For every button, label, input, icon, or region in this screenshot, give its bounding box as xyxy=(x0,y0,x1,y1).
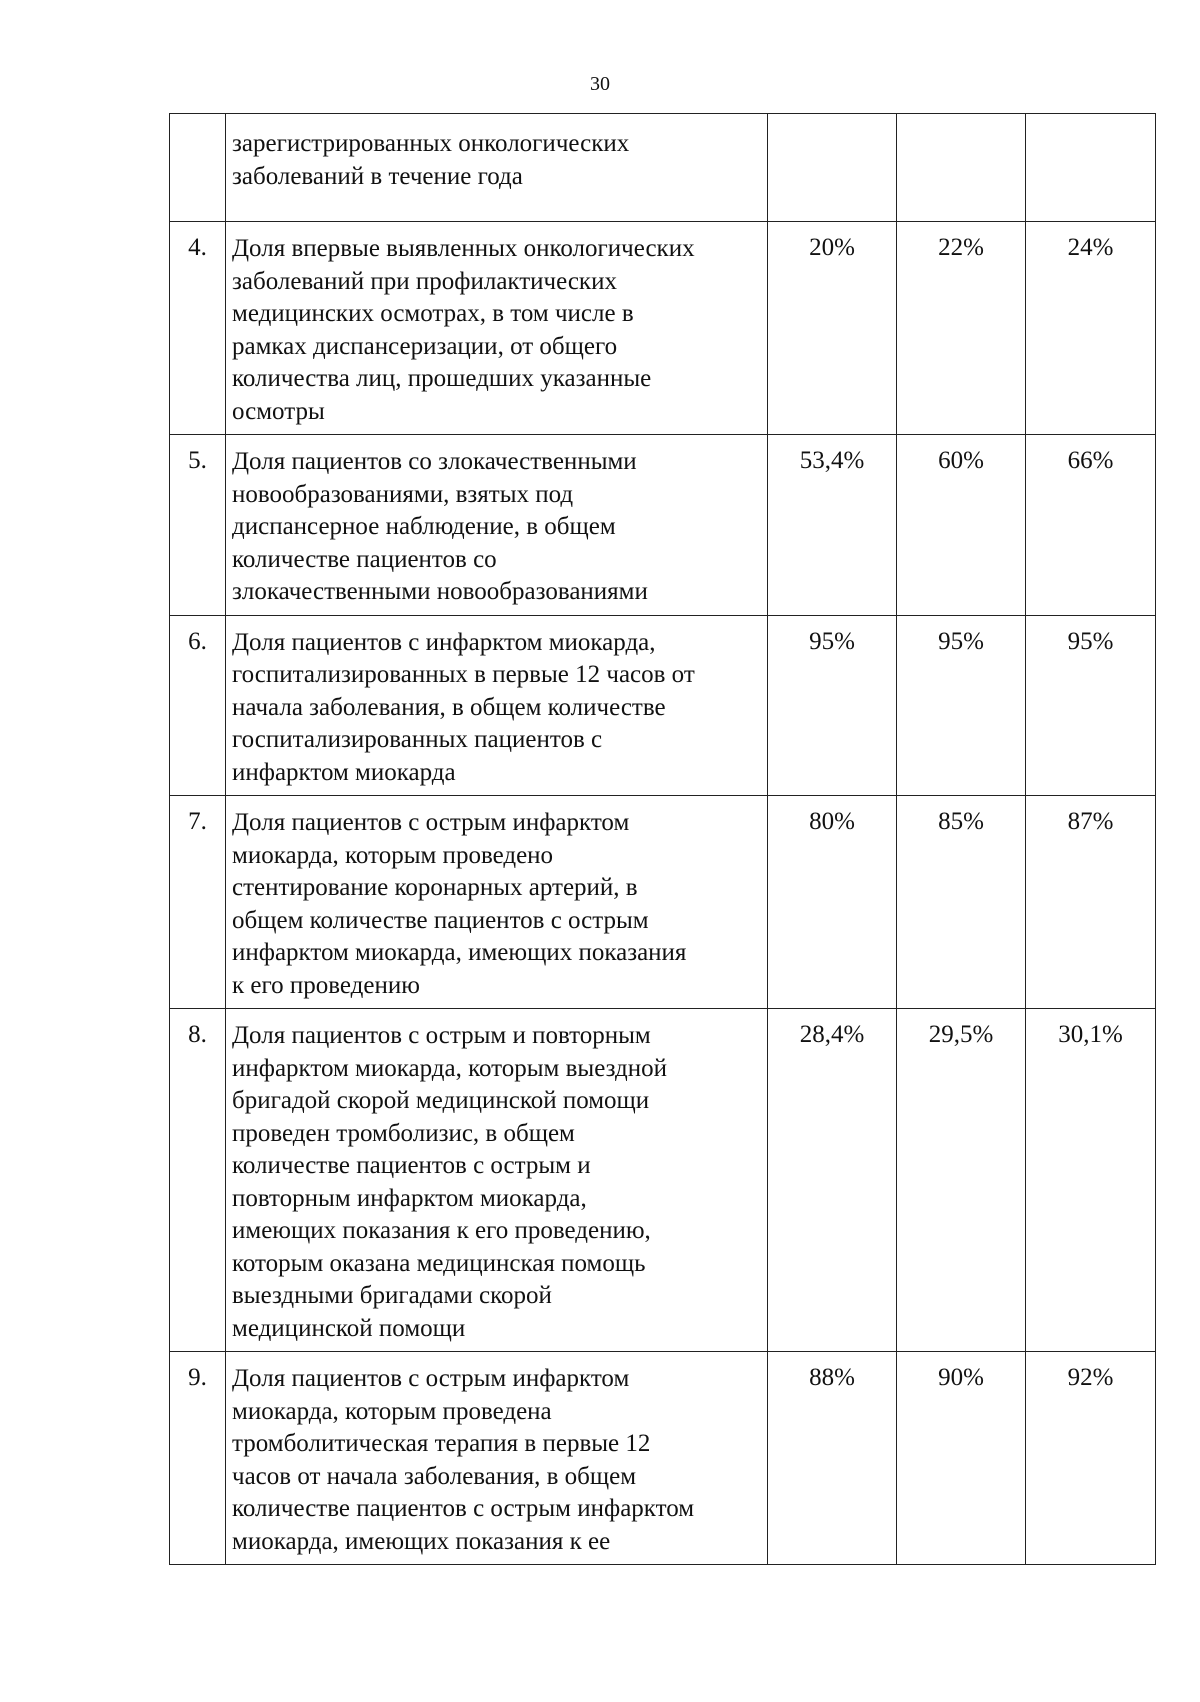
row-number: 5. xyxy=(170,435,226,616)
description-line: зарегистрированных онкологических xyxy=(232,130,630,157)
target-value-3: 87% xyxy=(1026,796,1156,1009)
target-value-3: 30,1% xyxy=(1026,1009,1156,1352)
description-line: Доля впервые выявленных онкологических xyxy=(232,235,695,262)
indicator-description xyxy=(226,222,768,435)
target-value-3: 92% xyxy=(1026,1352,1156,1565)
description-line: которым оказана медицинская помощь xyxy=(232,1249,646,1277)
target-value-1: 20% xyxy=(768,222,897,435)
description-line: миокарда, которым проведено xyxy=(232,841,554,869)
target-value-2: 95% xyxy=(897,615,1026,796)
description-line: количестве пациентов с острым инфарктом xyxy=(232,1495,695,1522)
table-row xyxy=(170,796,1156,1009)
target-value-1: 53,4% xyxy=(768,435,897,616)
description-line: Доля пациентов с инфарктом миокарда, xyxy=(232,628,656,656)
target-value-2: 90% xyxy=(897,1352,1026,1565)
description-line: злокачественными новообразованиями xyxy=(232,578,648,605)
description-line: бригадой скорой медицинской помощи xyxy=(232,1087,650,1114)
description-line: инфарктом миокарда xyxy=(232,758,456,786)
indicator-description xyxy=(226,1352,768,1565)
row-number: 9. xyxy=(170,1352,226,1565)
row-number: 7. xyxy=(170,796,226,1009)
description-line: количества лиц, прошедших указанные xyxy=(232,365,652,392)
indicators-table xyxy=(169,113,1156,1565)
target-value-1: 95% xyxy=(768,615,897,796)
target-value-3: 24% xyxy=(1026,222,1156,435)
description-line: новообразованиями, взятых под xyxy=(232,480,574,508)
description-line: общем количестве пациентов с острым xyxy=(232,906,649,934)
description-line: тромболитическая терапия в первые 12 xyxy=(232,1430,651,1457)
description-line: рамках диспансеризации, от общего xyxy=(232,332,618,360)
target-value-3 xyxy=(1026,114,1156,222)
description-line: Доля пациентов с острым инфарктом xyxy=(232,1365,630,1392)
target-value-2: 29,5% xyxy=(897,1009,1026,1352)
row-number: 4. xyxy=(170,222,226,435)
row-number xyxy=(170,114,226,222)
table-row xyxy=(170,615,1156,796)
description-line: медицинской помощи xyxy=(232,1314,466,1342)
table-row xyxy=(170,114,1156,222)
target-value-2: 85% xyxy=(897,796,1026,1009)
target-value-1: 80% xyxy=(768,796,897,1009)
indicator-description xyxy=(226,1009,768,1352)
description-line: осмотры xyxy=(232,397,325,425)
target-value-1 xyxy=(768,114,897,222)
table-row xyxy=(170,435,1156,616)
description-line: стентирование коронарных артерий, в xyxy=(232,874,638,901)
description-line: количестве пациентов со xyxy=(232,545,497,573)
description-line: диспансерное наблюдение, в общем xyxy=(232,513,616,540)
indicator-description xyxy=(226,114,768,222)
description-line: инфарктом миокарда, которым выездной xyxy=(232,1054,668,1082)
description-line: к его проведению xyxy=(232,971,420,999)
row-number: 6. xyxy=(170,615,226,796)
target-value-3: 95% xyxy=(1026,615,1156,796)
description-line: начала заболевания, в общем количестве xyxy=(232,693,666,721)
table-row xyxy=(170,1352,1156,1565)
description-line: госпитализированных пациентов с xyxy=(232,726,603,753)
description-line: повторным инфарктом миокарда, xyxy=(232,1184,587,1212)
description-line: заболеваний при профилактических xyxy=(232,267,617,295)
description-line: медицинских осмотрах, в том числе в xyxy=(232,300,634,327)
description-line: Доля пациентов со злокачественными xyxy=(232,448,637,475)
indicator-description xyxy=(226,435,768,616)
description-line: выездными бригадами скорой xyxy=(232,1282,552,1309)
description-line: Доля пациентов с острым и повторным xyxy=(232,1022,651,1049)
description-line: Доля пациентов с острым инфарктом xyxy=(232,809,630,836)
target-value-1: 88% xyxy=(768,1352,897,1565)
target-value-3: 66% xyxy=(1026,435,1156,616)
target-value-1: 28,4% xyxy=(768,1009,897,1352)
target-value-2: 22% xyxy=(897,222,1026,435)
target-value-2: 60% xyxy=(897,435,1026,616)
description-line: часов от начала заболевания, в общем xyxy=(232,1462,637,1490)
description-line: количестве пациентов с острым и xyxy=(232,1152,591,1179)
row-number: 8. xyxy=(170,1009,226,1352)
description-line: заболеваний в течение года xyxy=(232,162,523,190)
indicator-description xyxy=(226,615,768,796)
description-line: миокарда, которым проведена xyxy=(232,1397,552,1425)
description-line: миокарда, имеющих показания к ее xyxy=(232,1527,611,1555)
description-line: проведен тромболизис, в общем xyxy=(232,1119,575,1147)
table-row xyxy=(170,222,1156,435)
table-body xyxy=(170,114,1156,1565)
target-value-2 xyxy=(897,114,1026,222)
page-number: 30 xyxy=(590,73,610,95)
indicator-description xyxy=(226,796,768,1009)
description-line: инфарктом миокарда, имеющих показания xyxy=(232,939,687,966)
table-row xyxy=(170,1009,1156,1352)
description-line: имеющих показания к его проведению, xyxy=(232,1217,651,1244)
description-line: госпитализированных в первые 12 часов от xyxy=(232,661,695,688)
